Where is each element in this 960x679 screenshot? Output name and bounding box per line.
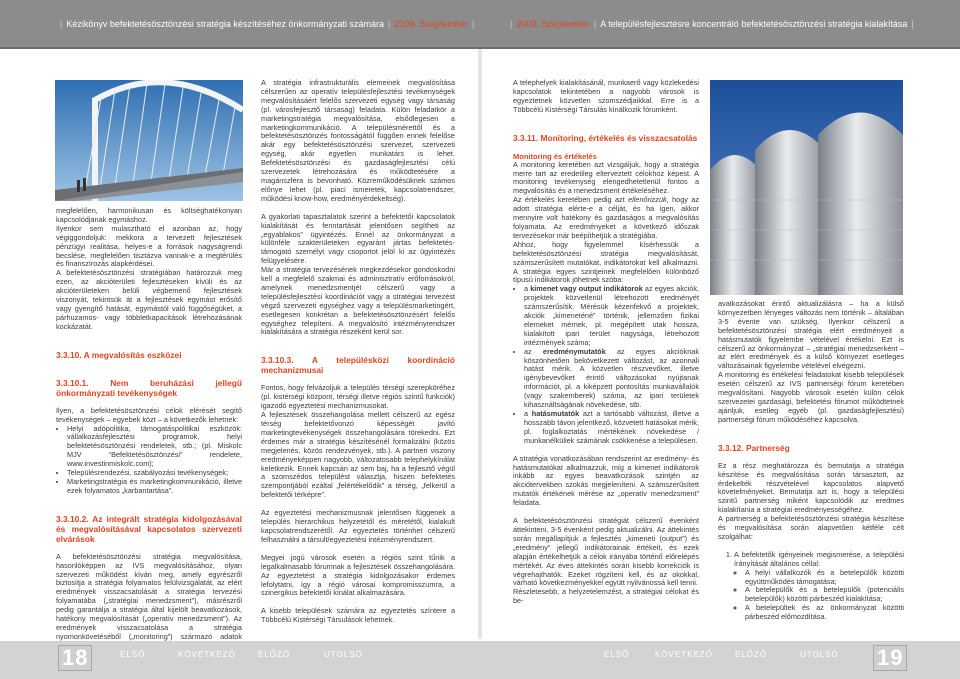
header-right-date: 2009. Szeptember — [516, 19, 590, 29]
heading-3-3-10-2: 3.3.10.2. Az integrált stratégia kidolgozásával és megvalósításával kapcsolatos szervezeti elvárások — [56, 513, 242, 544]
col3-paragraph-3: Az értékelés keretében pedig azt ellenőrizzük, hogy az adott stratégia elérte-e a célját, és ha igen, akkor mennyire volt hatékony és gazdaságos a megvalósítás folyamata. Az eredményeket a következő időszak tervezésekor már beépíthetjük a stratégiába. — [513, 195, 699, 240]
nav-prev-left[interactable]: ELŐZŐ — [258, 650, 291, 659]
col1-paragraph-5: A befektetésösztönzési stratégia megvalósítása, hasonlóképpen az IVS megvalósításához, olyan szervezeti működést kíván meg, amely egyrészről biztosítja a stratégia folyamatos felülvizsgálatát, az elért eredmények visszacsatolását a stratégia tervezési folyamatába („stratégiai menedzsment”), másrészről pedig garantálja a stratégia által kijelölt beavatkozások, hatékony megvalósítását („operatív menedzsment”). Az eredmények visszacsatolása a stratégia nyomonkövetéséből („monitoring”) származó adatok — [56, 551, 242, 641]
silos-photo — [710, 80, 903, 295]
list-item: ◦ A betelepülők és a betelepülők (potenciális betelepülők) közötti párbeszéd kialakítása; — [745, 586, 904, 604]
column-2 — [261, 79, 455, 625]
nav-last-left[interactable]: UTOLSÓ — [324, 650, 363, 659]
col3-paragraph-5: A stratégia vonatkozásában rendszerint az eredmény- és hatásmutatókat alkalmazzuk, míg a kimenet indikátorok inkább az egyes beavatkozások szintjén az akciótervekben szokás megjeleníteni. A számszerűsített mutatók értékének mérése az „operatív menedzsment” feladata. — [513, 453, 699, 508]
col4-paragraph-2: A monitoring és értékelési feladatokat kisebb települések esetén célszerű az IVS partnerségi fórum keretében megvalósítani. Nagyobb városok esetén külön célok szervezetei gazdasági, befektetési fórumot működtetnek ajánljuk, esetleg egyéb (pl. gazdaságfejlesztési) partnerségi fórum működéséhez kapcsolva. — [718, 370, 904, 424]
page-gutter — [478, 49, 482, 639]
heading-3-3-11: 3.3.11. Monitoring, értékelés és visszacsatolás — [513, 132, 698, 143]
list-item: • Marketingstratégia és marketingkommunikáció, illetve ezek folyamatos „karbantartása”. — [67, 478, 242, 496]
col3-paragraph-6: A befektetésösztönzési stratégiát célszerű évenként áttekinteni, 3-5 évenként pedig aktualizálni. Az áttekintés során megállapítjuk a fejlesztés „kimeneti (output”) és „eredmény” jellegű indikátorainak értékeit, és ezek alapján értékelhetjük a célok irányába történő előrelépés mértékét. Az éves áttekintés során kisebb korrekciók is végrehajthatók. Ezeket rögzíteni kell, és az okokkal, várható következményekkel együtt nyilvánossá kell tenni. — [513, 516, 699, 588]
nav-next-left[interactable]: KÖVETKEZŐ — [178, 650, 236, 659]
col2-paragraph-2a: A gyakorlati tapasztalatok szerint a befektetői kapcsolatok kialakítását és fenntartását jelentősen segítheti az „egyablakos” ügyintézés. Ennél az önkormányzat a különféle szakterületeken egyaránt jártas befektetés-támogató személyt vagy csoportot jelöl ki az ügyintézés felügyelésére. — [261, 211, 455, 266]
col2-paragraph-2b: Már a stratégia tervezésének megkezdésekor gondoskodni kell a megfelelő szakmai és adminisztratív erőforrásokról, amelynek menedzsmentjét célszerű vagy a településfejlesztési koordinációt vagy a stratégiai tervezést végző szervezeti egységhez vagy a településmarketingért, esetlegesen konkrétan a befektetésösztönzésért felelős egységhez telepíteni. A megvalósító intézményrendszer kialakítására a stratégia részeként kerül sor. — [261, 265, 455, 337]
col4-paragraph-4: A partnerség a befektetésösztönzési stratégia készítése és megvalósítása során alapvetően kétféle célt szolgálhat: — [718, 514, 904, 541]
header-right: | 2009. Szeptember | A településfejlesztésre koncentráló befektetésösztönzési stratégia kialakítása | — [510, 19, 914, 29]
header-left-title: Kézikönyv befektetésösztönzési stratégia készítéséhez önkormányzati számára — [66, 19, 384, 29]
nav-next-right[interactable]: KÖVETKEZŐ — [655, 650, 713, 659]
list-item: • a hatásmutatók azt a tartósabb változást, illetve a hosszabb távon jelentkező, közvetett hatásokat mérik, pl. foglalkoztatás mértékének növekedése / munkanélküliek számának csökkenése a településen. — [524, 410, 699, 446]
col4-ordered-list — [718, 551, 904, 622]
col2-paragraph-1: A stratégia infrastrukturális elemeinek megvalósítása célszerűen az operatív településfejlesztési tevékenységek megvalósításáért felelős szervezeti egység vagy társaság (pl. városfejlesztő társaság) feladata. Külön feladatkör a marketingstratégia megvalósítása, elsődlegesen a marketingkommunikáció. A településmérettől és a befektetésösztönzés fontosságától függően ennek felelőse akár egy befektetésösztönzési szervezet, szervezeti egység, akár egyetlen munkatárs is lehet. Befektetésösztönzési és gazdaságfejlesztési célú szervezetek létrehozására és működtetésére a magánszféra is bevonható. Közreműködésüknek számos előnye lehet (pl. piaci ismeretek, kapcsolatrendszer, működési know-how, eredményérdekeltség). — [261, 78, 455, 203]
bridge-illustration — [55, 80, 243, 201]
page-number-left: 18 — [58, 645, 92, 671]
page-footer — [0, 641, 960, 679]
heading-3-3-10-3: 3.3.10.3. A településközi koordináció mechanizmusai — [261, 355, 455, 376]
bridge-photo — [55, 80, 243, 201]
list-item: ◦ A helyi vállalkozók és a betelepülők közötti együttműködés támogatása; — [745, 569, 904, 587]
col3-paragraph-7: Részletesebb, a helyzetelemzést, a stratégiai célokat és be- — [513, 587, 699, 606]
silos-illustration — [710, 80, 903, 295]
list-item: • a kimenet vagy output indikátorok az egyes akciók, projektek közvetlenül létrehozott eredményét számszerűsítik. Mérésük kézenfekvő a projektek, akciók „kimeneténé” történik, jellemzően fizikai elemeket mérnek, pl. megépített utak hossza, kialakított ipari terület nagysága, létrehozott intézmények száma; — [524, 285, 699, 347]
nav-first-left[interactable]: ELSŐ — [120, 650, 146, 659]
col2-paragraph-4: A fejlesztések összehangolása mellett célszerű az egész térség befektetővonzó képességét javító marketingtevékenységek összehangolására törekedni. Ezt érdemes már a stratégia készítésénél formalizálni (közös megjelenés, közös rendezvények, stb.). A partneri viszony eredményeképpen nagyobb, változatosabb telephelykínálat keletkezik. Ennek kapcsán az sem baj, ha a fejlesztő végül a szomszédos települést választja, hiszen befektetés szempontjából ezáltal „felértékelődik” a térség, „felkerül a befektetői térképre”. — [261, 410, 455, 500]
list-item: 1. A befektetők igényeinek megismerése, a települési írányítását általános céllal: ◦ A helyi vállalkozók és a betelepülők közötti együttműködés támogatása; ◦ A betelepülők és a betelepülők (potenciális betelepülők) közötti párbeszéd kialakítása; ◦ A betelepültek és az önkormányzat közötti párbeszéd előmozdítása. — [734, 551, 904, 622]
nav-first-right[interactable]: ELSŐ — [604, 650, 630, 659]
col2-paragraph-6: Megyei jogú városok esetén a régiós szint tűnik a legalkalmasabb fórumnak a fejlesztések összehangolására. Az egyeztetést a stratégia kidolgozásakor érdemes lefolytatni, így a régió városai kompromisszumra, a szinergikus befektetői kínálat alkalmazására. — [261, 552, 455, 598]
header-left: | Kézikönyv befektetésösztönzési stratégia készítéséhez önkormányzati számára | 2009. Szeptember | — [60, 19, 475, 29]
page-number-right: 19 — [873, 645, 907, 671]
col1-paragraph-3: A befektetésösztönzési stratégiában határozzuk meg ezen, az akcióterületi fejlesztéseken kívüli és az akcióterületeken belüli végbemenő fejlesztések viszonyát, tekintsük át a fejlesztések egymást erősítő vagy gyengítő hatását, egymástól való függőségüket, a párhuzamos- vagy többletkapacitások létrehozásának kockázatát. — [56, 268, 242, 331]
col4-sub-list — [734, 569, 904, 622]
col2-paragraph-3: Fontos, hogy felvázoljuk a település térségi szerepköréhez (pl. kistérségi központ, térségi illetve régiós szintű funkciók) igazodó egyeztetési mechanizmusokat. — [261, 383, 455, 411]
header-left-date: 2009. Szeptember — [394, 19, 468, 29]
col2-paragraph-7: A kisebb települések számára az egyeztetés színtere a Többcélú Kistérségi Társulások lehetnek. — [261, 606, 455, 625]
header-right-title: A településfejlesztésre koncentráló befektetésösztönzési stratégia kialakítása — [600, 19, 908, 29]
column-1 — [56, 207, 242, 651]
col3-indicator-list — [513, 285, 699, 445]
col4-paragraph-3: Ez a rész meghatározza és bemutatja a stratégia készítése és megvalósítása során társasztott, az érdekelték részvételével kapcsolatos alapvető követelményeket. Bemutatja azt is, hogy a települési szintű partnerség miként kapcsolódik az eredmes kialakítania a stratégiai eredményességéhez. — [718, 460, 904, 515]
list-item: ◦ A betelepültek és az önkormányzat közötti párbeszéd előmozdítása. — [745, 604, 904, 622]
list-item: • az eredménymutatók az egyes akcióknak köszönhetően bekövetkezett változást, az azonnali hatást mérik. A közvetlen részvevőket, illetve igénybevevőket érintő változásokat nyújtanak információt, pl. a kiképzett pontosítás munkavállalók (vagy szakemberek) száma, az ipari területek kihasználtságának növekedése, stb. — [524, 348, 699, 410]
column-3 — [513, 79, 699, 606]
heading-3-3-12: 3.3.12. Partnerség — [718, 442, 790, 453]
col1-list — [56, 425, 242, 496]
heading-3-3-10: 3.3.10. A megvalósítás eszközei — [56, 349, 182, 360]
italic-word: ellenőrizzük — [628, 195, 667, 205]
heading-3-3-10-1: 3.3.10.1. Nem beruházási jellegű önkormányzati tevékenységek — [56, 377, 242, 398]
col3-paragraph-1: A telephelyek kialakításánál, munkaerő vagy közlekedési kapcsolatok tekintetében a nagyobb városok is egyeztetnek közvetlen szomszédjaikkal. Erre is a Többcélú Kistérségi Társulás kínálkozik fórumként. — [513, 78, 699, 114]
nav-prev-right[interactable]: ELŐZŐ — [735, 650, 768, 659]
subheading-monitoring: Monitoring és értékelés — [513, 151, 597, 161]
page-header — [0, 0, 960, 47]
list-item: • Településrendezési, szabályozási tevékenységek; — [67, 469, 242, 478]
list-item: • Helyi adópolitika, támogatáspolitikai eszközök: vállalkozásfejlesztési programok, helyi befektetésösztönzési rendeletek, stb.; (pl. Miskolc MJV “Befektetésösztönzési” rendelete, www.investinmiskolc.com); — [67, 425, 242, 470]
column-4 — [718, 300, 904, 622]
col3-paragraph-4: Ahhoz, hogy figyelemmel kísérhessük a befektetésösztönzési stratégia megvalósítását, számszerűsített mutatókat, indikátorokat kell alkalmazni. A stratégia egyes szintjeinek megfelelően különböző típusú indikátorok jöhetnek szóba: — [513, 239, 699, 285]
nav-last-right[interactable]: UTOLSÓ — [800, 650, 839, 659]
col3-paragraph-2: A monitoring keretében azt vizsgáljuk, hogy a stratégia merre tart az eredetileg elterveztett célokhoz képest. A monitoring tevékenység elengedhetetlenül fontos a megvalósítás és a menedzsment értékeléséhez. — [513, 159, 699, 196]
col2-paragraph-5: Az egyeztetési mechanizmusnak jelentősen függenek a település hierarchikus helyzetétől és méretétől, kialakult kapcsolatrendszerétől. Az egyeztetés történhet célszerű felhasználni a társult/egyeztetési intézményrendszert. — [261, 508, 455, 544]
col4-paragraph-1: avatkozásokat érintő aktualizálásra – ha a külső környezetben lényeges változás nem történik – általában 3-5 évente van szükség. Ilyenkor célszerű a befektetésösztönzési stratégia elért eredményeit a hatásmutatók figyelembe vételével értékelni. Ezt is célszerű az önkormányzat – „stratégiai menedzserként – az elért eredmények és a külső környezet esetleges változásainak figyelembe vételével elvégezni. — [718, 299, 904, 371]
col1-paragraph-4: Ilyen, a befektetésösztönzési célok elérését segítő tevékenységek – egyebek közt – a következők lehetnek: — [56, 405, 242, 424]
col1-paragraph-2: Ilyenkor sem mulasztható el azonban az, hogy végiggondoljuk: mekkora a tervezett fejlesztések pénzügyi realitása, helyes-e a források nagyságrendi becslése, megfelelően tisztázva vannak-e a megtérülés és finanszírozás alapkérdései. — [56, 223, 242, 269]
col1-paragraph-1: megfelelően, harmonikusan és költséghatékonyan kapcsolódjanak egymáshoz. — [56, 206, 242, 224]
